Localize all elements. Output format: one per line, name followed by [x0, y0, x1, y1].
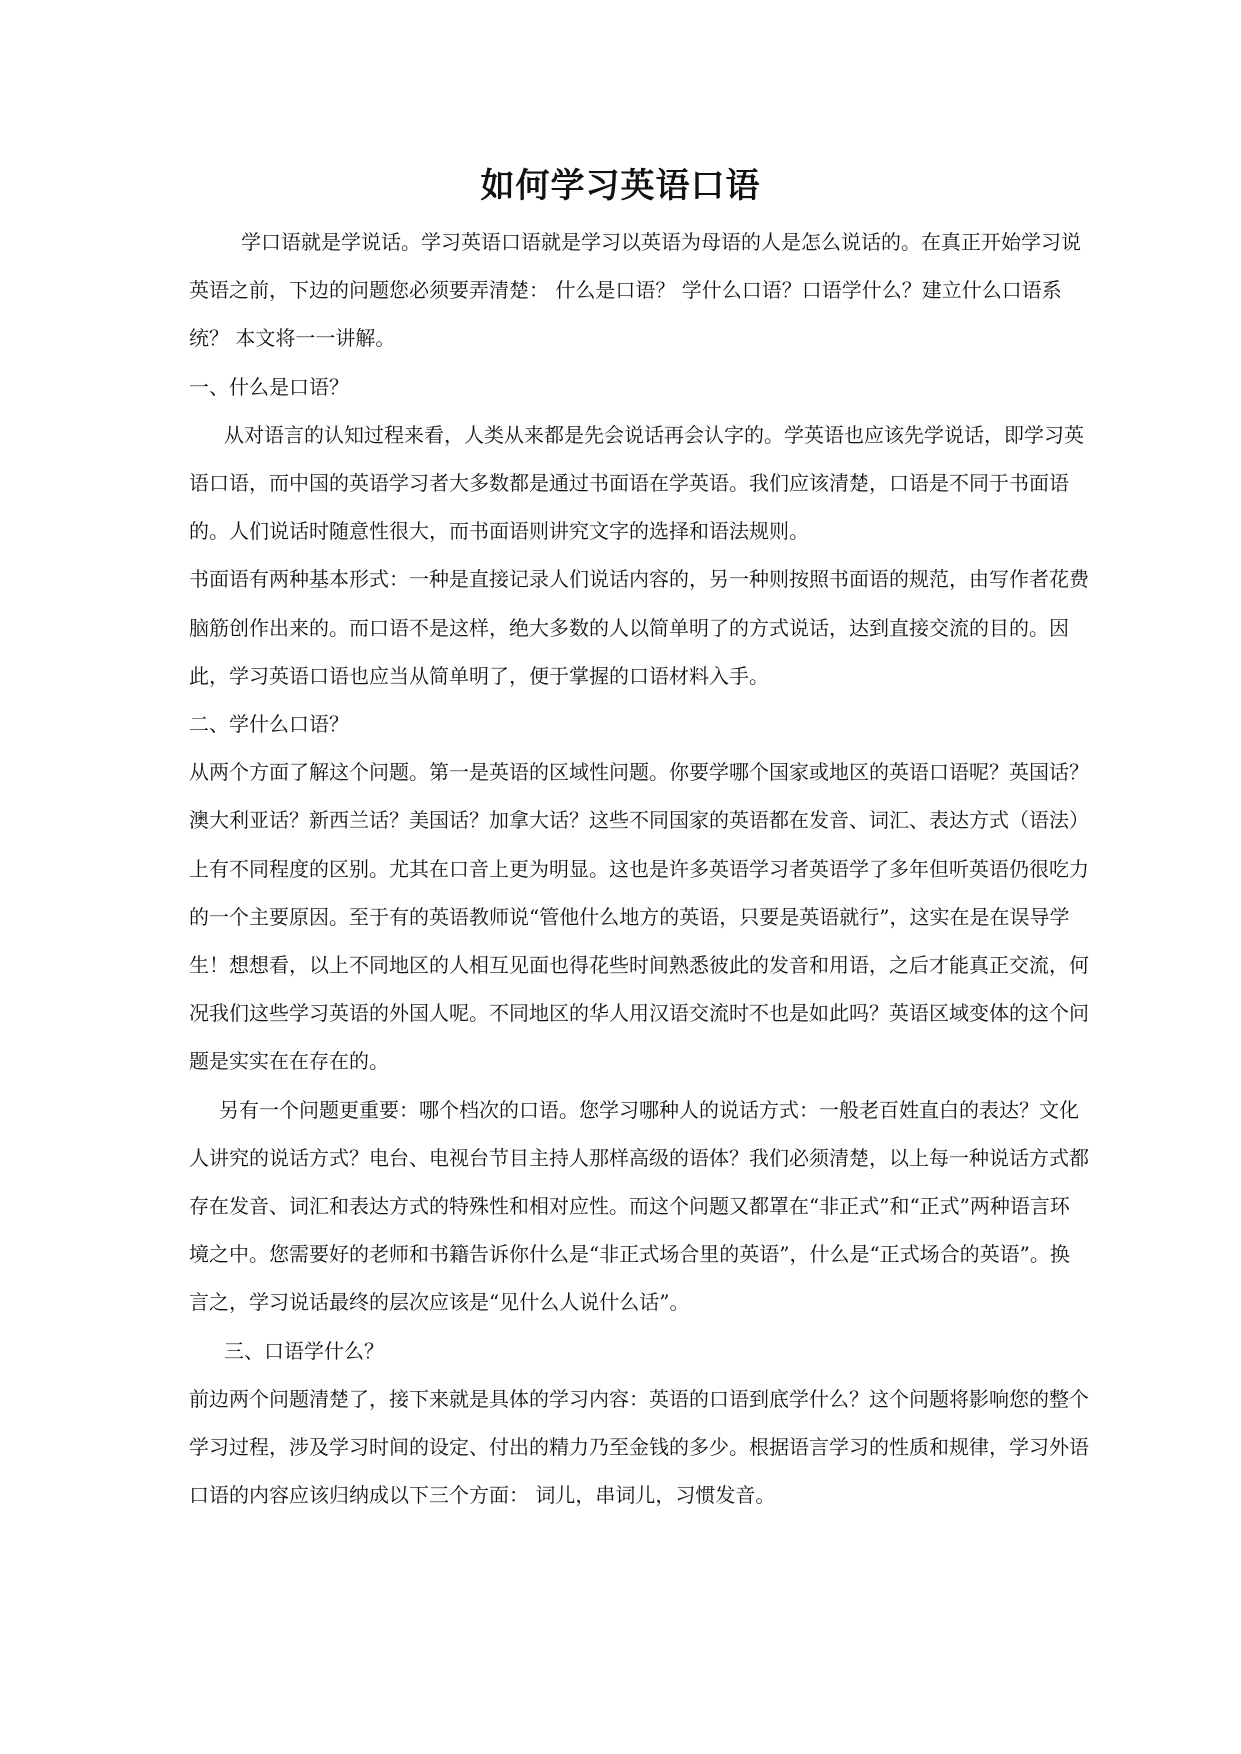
section-heading-2: 二、学什么口语？: [189, 712, 349, 737]
section-heading-1: 一、什么是口语？: [189, 374, 349, 399]
section3-paragraph-1: 前边两个问题清楚了，接下来就是具体的学习内容：英语的口语到底学什么？这个问题将影响您的整个学习过程，涉及学习时间的设定、付出的精力乃至金钱的多少。根据语言学习的性质和规律，学习外语口语的内容应该归纳成以下三个方面： 词儿，串词儿，习惯发音。: [189, 1386, 1089, 1508]
section2-paragraph-1: 从两个方面了解这个问题。第一是英语的区域性问题。你要学哪个国家或地区的英语口语呢？英国话？澳大利亚话？新西兰话？美国话？加拿大话？这些不同国家的英语都在发音、词汇、表达方式（语法）上有不同程度的区别。尤其在口音上更为明显。这也是许多英语学习者英语学了多年但听英语仍很吃力的一个主要原因。至于有的英语教师说“管他什么地方的英语，只要是英语就行”，这实在是在误导学生！想想看，以上不同地区的人相互见面也得花些时间熟悉彼此的发音和用语，之后才能真正交流，何况我们这些学习英语的外国人呢。不同地区的华人用汉语交流时不也是如此吗？英语区域变体的这个问题是实实在在存在的。: [189, 760, 1089, 1074]
section1-paragraph-1: 从对语言的认知过程来看，人类从来都是先会说话再会认字的。学英语也应该先学说话，即学习英语口语，而中国的英语学习者大多数都是通过书面语在学英语。我们应该清楚，口语是不同于书面语的。人们说话时随意性很大，而书面语则讲究文字的选择和语法规则。: [189, 422, 1084, 544]
document-body: [189, 218, 1089, 1519]
section2-paragraph-2: 另有一个问题更重要：哪个档次的口语。您学习哪种人的说话方式：一般老百姓直白的表达？文化人讲究的说话方式？电台、电视台节目主持人那样高级的语体？我们必须清楚，以上每一种说话方式都存在发音、词汇和表达方式的特殊性和相对应性。而这个问题又都罩在“非正式”和“正式”两种语言环境之中。您需要好的老师和书籍告诉你什么是“非正式场合里的英语”，什么是“正式场合的英语”。换言之，学习说话最终的层次应该是“见什么人说什么话”。: [189, 1097, 1089, 1315]
page-title: 如何学习英语口语: [480, 166, 761, 206]
section-heading-3: 三、口语学什么？: [224, 1338, 384, 1363]
intro-paragraph: 学口语就是学说话。学习英语口语就是学习以英语为母语的人是怎么说话的。在真正开始学习说英语之前，下边的问题您必须要弄清楚： 什么是口语？ 学什么口语？口语学什么？建立什么口语系统？ 本文将一一讲解。: [189, 230, 1081, 351]
section1-paragraph-2: 书面语有两种基本形式：一种是直接记录人们说话内容的，另一种则按照书面语的规范，由写作者花费脑筋创作出来的。而口语不是这样，绝大多数的人以简单明了的方式说话，达到直接交流的目的。因此，学习英语口语也应当从简单明了，便于掌握的口语材料入手。: [189, 567, 1089, 688]
